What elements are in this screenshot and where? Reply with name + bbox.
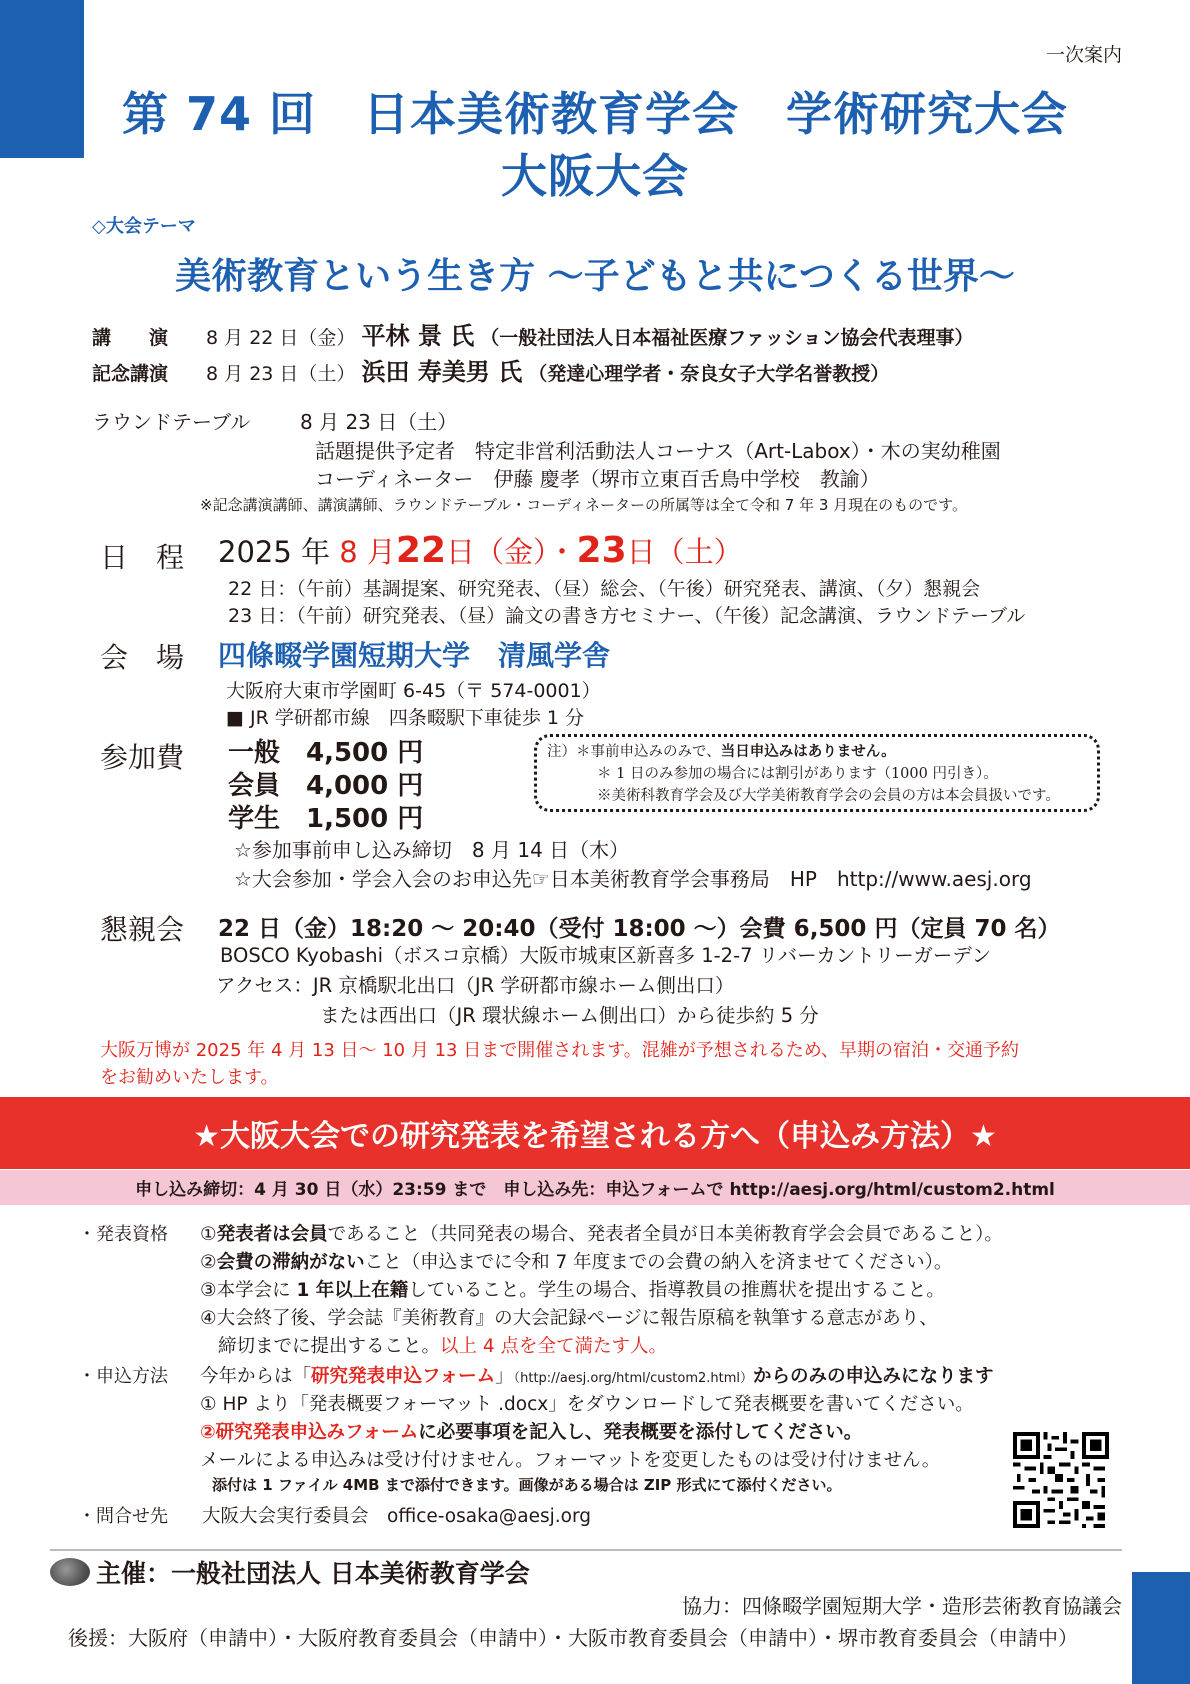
qualification-1-num: ① xyxy=(200,1224,217,1245)
venue-name: 四條畷学園短期大学 清風学舎 xyxy=(218,639,611,672)
host-org: 主催：一般社団法人 日本美術教育学会 xyxy=(96,1559,530,1588)
qualification-4-cont xyxy=(218,1332,667,1358)
fee-row xyxy=(228,798,423,835)
affiliation-note: ※記念講演講師、講演講師、ラウンドテーブル・コーディネーターの所属等は全て令和 7 年 3 月現在のものです。 xyxy=(200,496,967,514)
qualification-1 xyxy=(200,1220,1003,1246)
method-step-2-text: に必要事項を記入し、発表概要を添付してください。 xyxy=(418,1422,863,1443)
footer-divider xyxy=(50,1549,1122,1551)
lecture-date: 8 月 22 日（金） xyxy=(206,327,356,349)
party-access-1: アクセス：JR 京橋駅北出口（JR 学研都市線ホーム側出口） xyxy=(216,974,735,997)
schedule-day2-suffix: 日（土） xyxy=(626,535,743,569)
schedule-month: 8 月 xyxy=(339,535,396,569)
lecture-row xyxy=(92,352,889,387)
method-intro xyxy=(200,1362,994,1388)
lecture-label: 記念講演 xyxy=(92,363,169,385)
schedule-day1-suffix: 日（金）・ xyxy=(446,535,577,569)
schedule-dates xyxy=(218,530,743,571)
fee-note-box xyxy=(534,734,1100,812)
expo-notice-line2: をお勧めいたします。 xyxy=(100,1067,279,1088)
fee-name: 一般 xyxy=(228,738,281,768)
qualification-2-text: こと（申込までに令和 7 年度までの会費の納入を済ませてください）。 xyxy=(364,1252,953,1273)
venue-label: 会 場 xyxy=(100,641,185,674)
method-step-1: ① HP より「発表概要フォーマット .docx」をダウンロードして発表概要を書いてください。 xyxy=(200,1394,974,1415)
qualification-2 xyxy=(200,1248,952,1274)
schedule-day2-detail: 23 日：（午前）研究発表、（昼）論文の書き方セミナー、（午後）記念講演、ラウンドテーブル xyxy=(228,605,1026,627)
research-banner: ★大阪大会での研究発表を希望される方へ（申込み方法）★ xyxy=(0,1097,1190,1169)
schedule-day2: 23 xyxy=(576,530,627,571)
method-intro-bold: からのみの申込みになります xyxy=(753,1366,994,1387)
theme-label: ◇大会テーマ xyxy=(92,216,196,237)
notice-tag: 一次案内 xyxy=(1045,44,1122,66)
method-step-2-num: ② xyxy=(200,1422,216,1443)
theme-text: 美術教育という生き方 ～子どもと共につくる世界～ xyxy=(175,256,1015,297)
party-access-2: または西出口（JR 環状線ホーム側出口）から徒歩約 5 分 xyxy=(320,1004,819,1027)
qualification-3-text: していること。学生の場合、指導教員の推薦状を提出すること。 xyxy=(408,1280,945,1301)
fee-price: 4,000 円 xyxy=(306,771,424,801)
fee-label: 参加費 xyxy=(100,741,185,774)
qualification-3-prefix: ③本学会に xyxy=(200,1280,297,1301)
schedule-label: 日 程 xyxy=(100,541,185,574)
party-label: 懇親会 xyxy=(100,913,185,946)
qualification-summary: 以上 4 点を全て満たす人。 xyxy=(440,1336,668,1357)
registration-deadline: ☆参加事前申し込み締切 8 月 14 日（木） xyxy=(234,838,630,862)
cooperation: 協力：四條畷学園短期大学・造形芸術教育協議会 xyxy=(682,1594,1122,1618)
fee-price: 1,500 円 xyxy=(306,804,424,834)
method-step-2-form: 研究発表申込みフォーム xyxy=(215,1422,419,1443)
lecture-speaker: 浜田 寿美男 氏 xyxy=(361,358,523,386)
qualification-1-text: であること（共同発表の場合、発表者全員が日本美術教育学会会員であること）。 xyxy=(327,1224,1003,1245)
fee-note-3: ※美術科教育学会及び大学美術教育学会の会員の方は本会員扱いです。 xyxy=(597,788,1060,804)
method-step-2 xyxy=(200,1418,862,1444)
lecture-row xyxy=(92,316,974,351)
qualification-2-bold: 会費の滞納がない xyxy=(216,1252,365,1273)
sponsorship: 後援：大阪府（申請中）・大阪府教育委員会（申請中）・大阪市教育委員会（申請中）・堺市教育委員会（申請中） xyxy=(68,1626,1078,1650)
corner-block-bottom-right xyxy=(1132,1572,1190,1684)
fee-row xyxy=(228,732,423,769)
registration-contact: ☆大会参加・学会入会のお申込先☞日本美術教育学会事務局 HP http://www.aesj.org xyxy=(234,867,1032,891)
method-form-url: （http://aesj.org/html/custom2.html） xyxy=(513,1371,753,1386)
qualification-4-text: 締切までに提出すること。 xyxy=(218,1336,441,1357)
method-email-note: メールによる申込みは受け付けません。フォーマットを変更したものは受け付けません。 xyxy=(200,1450,941,1471)
party-details: 22 日（金）18:20 ～ 20:40（受付 18:00 ～）会費 6,500 円（定員 70 名） xyxy=(218,916,1061,942)
fee-note-1 xyxy=(547,741,1087,763)
research-deadline-bar: 申し込み締切：4 月 30 日（水）23:59 まで 申し込み先：申込フォームで http://aesj.org/html/custom2.html xyxy=(0,1170,1190,1205)
roundtable-speakers: 話題提供予定者 特定非営利活動法人コーナス（Art-Labox）・木の実幼稚園 xyxy=(315,439,1001,463)
lecture-affiliation: （一般社団法人日本福祉医療ファッション協会代表理事） xyxy=(480,327,974,349)
party-place: BOSCO Kyobashi（ボスコ京橋）大阪市城東区新喜多 1-2-7 リバーカントリーガーデン xyxy=(220,944,991,967)
lecture-label: 講 演 xyxy=(92,327,169,349)
method-label: ・申込方法 xyxy=(78,1366,168,1387)
fee-name: 学生 xyxy=(228,804,281,834)
fee-note-1-bold: 当日申込みはありません。 xyxy=(720,743,896,760)
method-intro-quote: 」 xyxy=(495,1366,514,1387)
method-attachment-note: 添付は 1 ファイル 4MB まで添付できます。画像がある場合は ZIP 形式にて添付ください。 xyxy=(212,1476,842,1494)
inquiry-contact: 大阪大会実行委員会 office-osaka@aesj.org xyxy=(202,1506,592,1527)
roundtable-label: ラウンドテーブル xyxy=(92,410,251,434)
qualification-3 xyxy=(200,1276,945,1302)
society-logo-icon xyxy=(50,1558,90,1586)
lecture-affiliation: （発達心理学者・奈良女子大学名誉教授） xyxy=(528,363,890,385)
qualification-2-num: ② xyxy=(200,1252,217,1273)
fee-name: 会員 xyxy=(228,771,281,801)
fee-row xyxy=(228,765,423,802)
method-form-name: 研究発表申込フォーム xyxy=(311,1366,496,1387)
schedule-year: 2025 年 xyxy=(218,535,331,569)
qualification-label: ・発表資格 xyxy=(78,1224,168,1245)
fee-note-2: ＊ 1 日のみ参加の場合には割引があります（1000 円引き）。 xyxy=(597,766,998,782)
inquiry-label: ・問合せ先 xyxy=(78,1506,168,1527)
qualification-1-bold: 発表者は会員 xyxy=(216,1224,328,1245)
qualification-4: ④大会終了後、学会誌『美術教育』の大会記録ページに報告原稿を執筆する意志があり、 xyxy=(200,1308,938,1329)
schedule-day1: 22 xyxy=(395,530,447,571)
schedule-day1-detail: 22 日：（午前）基調提案、研究発表、（昼）総会、（午後）研究発表、講演、（夕）懇親会 xyxy=(228,578,981,600)
roundtable-coordinator: コーディネーター 伊藤 慶孝（堺市立東百舌鳥中学校 教諭） xyxy=(315,467,880,491)
fee-price: 4,500 円 xyxy=(306,738,424,768)
roundtable-date: 8 月 23 日（土） xyxy=(300,410,458,434)
page-subtitle: 大阪大会 xyxy=(501,149,689,203)
fee-note-1-prefix: 注）＊事前申込みのみで、 xyxy=(547,744,721,760)
page-title: 第 74 回 日本美術教育学会 学術研究大会 xyxy=(121,87,1069,141)
lecture-date: 8 月 23 日（土） xyxy=(206,363,356,385)
expo-notice-line1: 大阪万博が 2025 年 4 月 13 日～ 10 月 13 日まで開催されます。混雑が予想されるため、早期の宿泊・交通予約 xyxy=(100,1040,1020,1061)
qualification-3-bold: 1 年以上在籍 xyxy=(296,1280,409,1301)
venue-access: ■ JR 学研都市線 四条畷駅下車徒歩 1 分 xyxy=(226,707,585,729)
qr-code xyxy=(1013,1432,1109,1528)
venue-address: 大阪府大東市学園町 6-45（〒 574-0001） xyxy=(226,680,601,702)
lecture-speaker: 平林 景 氏 xyxy=(361,322,475,350)
method-intro-prefix: 今年からは「 xyxy=(200,1366,312,1387)
